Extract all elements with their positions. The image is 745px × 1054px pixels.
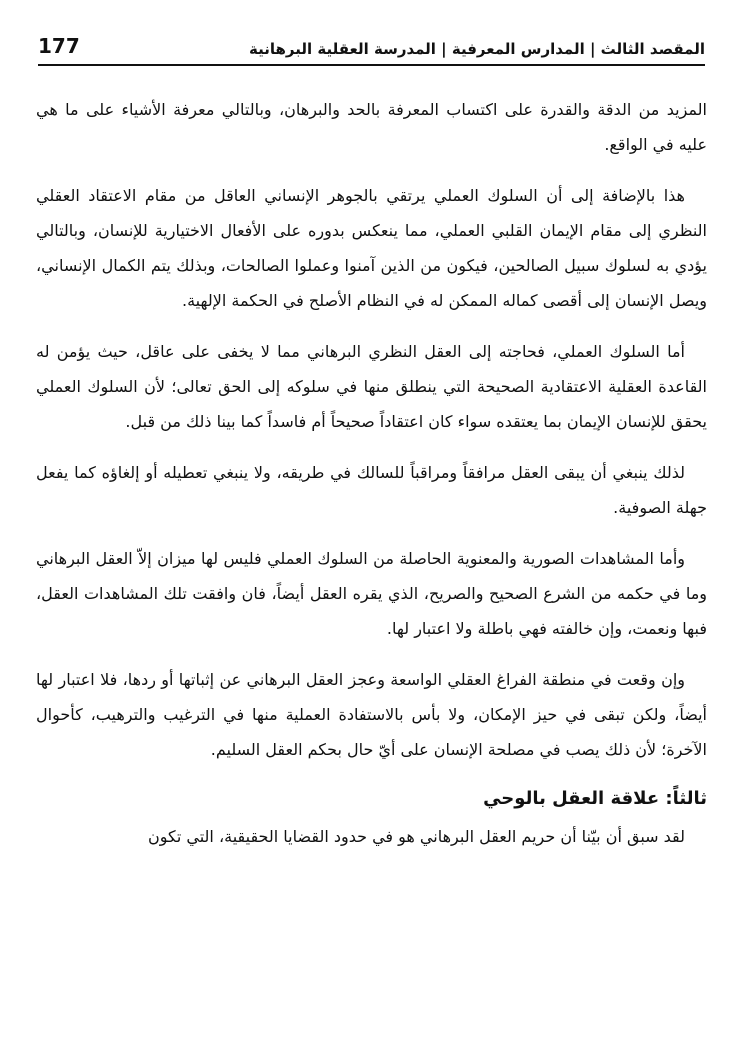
paragraph: وإن وقعت في منطقة الفراغ العقلي الواسعة وعجز العقل البرهاني عن إثباتها أو ردها، فلا اعتبار لها أيضاً، ولكن تبقى في حيز الإمكان، ولا بأس بالاستفادة العملية منها في الترغيب والترهيب، كأحوال الآخرة؛ لأن ذلك يصب في مصلحة الإنسان على أيّ حال بحكم العقل السليم.	[36, 670, 707, 759]
paragraph: هذا بالإضافة إلى أن السلوك العملي يرتقي بالجوهر الإنساني العاقل من مقام الاعتقاد العقلي النظري إلى مقام الإيمان القلبي العملي، مما ينعكس بدوره على الأفعال الاختيارية للإنسان، وبالتالي يؤدي به لسلوك سبيل الصالحين، فيكون من الذين آمنوا وعملوا الصالحات، وبذلك يتم الكمال الإنساني، ويصل الإنسان إلى أقصى كماله الممكن له في النظام الأصلح في الحكمة الإلهية.	[36, 186, 707, 310]
paragraph: لذلك ينبغي أن يبقى العقل مرافقاً ومراقباً للسالك في طريقه، ولا ينبغي تعطيله أو إلغاؤه كما يفعل جهلة الصوفية.	[36, 463, 707, 517]
page-body	[36, 92, 707, 870]
page-header	[38, 28, 705, 66]
section-heading: ثالثاً: علاقة العقل بالوحي	[483, 788, 707, 809]
paragraph: المزيد من الدقة والقدرة على اكتساب المعرفة بالحد والبرهان، وبالتالي معرفة الأشياء على ما هي عليه في الواقع.	[36, 100, 707, 154]
running-title: المقصد الثالث | المدارس المعرفية | المدرسة العقلية البرهانية	[249, 40, 705, 58]
paragraph: لقد سبق أن بيّنا أن حريم العقل البرهاني هو في حدود القضايا الحقيقية، التي تكون	[147, 827, 685, 846]
paragraph: وأما المشاهدات الصورية والمعنوية الحاصلة من السلوك العملي فليس لها ميزان إلاّ العقل البرهاني وما في حكمه من الشرع الصحيح والصريح، الذي يقره العقل أيضاً، فان وافقت تلك المشاهدات العقل، فبها ونعمت، وإن خالفته فهي باطلة ولا اعتبار لها.	[36, 549, 707, 638]
paragraph: أما السلوك العملي، فحاجته إلى العقل النظري البرهاني مما لا يخفى على عاقل، حيث يؤمن له القاعدة العقلية الاعتقادية الصحيحة التي ينطلق منها في سلوكه إلى الحق تعالى؛ لأن السلوك العملي يحقق للإنسان الإيمان بما يعتقده سواء كان اعتقاداً صحيحاً أم فاسداً كما بينا ذلك من قبل.	[36, 342, 707, 431]
page-number: 177	[38, 34, 80, 58]
